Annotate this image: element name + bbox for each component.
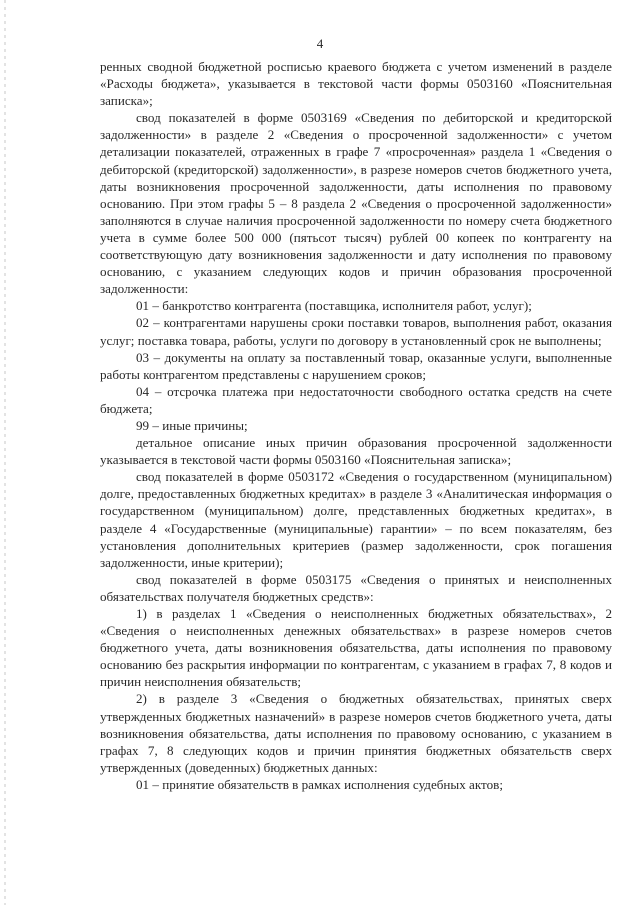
list-item: 04 – отсрочка платежа при недостаточности свободного остатка средств на счете бюджета; [100,383,612,416]
page-number: 4 [316,36,324,51]
paragraph: свод показателей в форме 0503172 «Сведения о государственном (муниципальном) долге, предоставленных бюджетных кредитах» в разделе 3 «Аналитическая информация о государственном (муниципальном) долге, представленных бюджетных кредитах», в разделе 4 «Государственные (муниципальные) гарантии» – по всем показателям, без установления дополнительных критериев (размер задолженности, срок погашения задолженности, иные критерии); [100,469,612,570]
list-item: 01 – банкротство контрагента (поставщика, исполнителя работ, услуг); [136,298,532,314]
paragraph: свод показателей в форме 0503175 «Сведения о принятых и неисполненных обязательствах получателя бюджетных средств»: [100,571,612,604]
scan-edge [4,0,6,905]
list-item: 2) в разделе 3 «Сведения о бюджетных обязательствах, принятых сверх утвержденных бюджетных назначений» в разрезе номеров счетов бюджетного учета, даты возникновения обязательства, даты исполнения по правовому основанию, с указанием в графах 7, 8 следующих кодов и причин принятия бюджетных обязательств сверх утвержденных (доведенных) бюджетных данных: [100,691,612,775]
paragraph: свод показателей в форме 0503169 «Сведения по дебиторской и кредиторской задолженности» в разделе 2 «Сведения о просроченной задолженности» с учетом детализации показателей, отраженных в графе 7 «просроченная» раздела 1 «Сведения о дебиторской (кредиторской) задолженности», в разрезе номеров счетов бюджетного учета, даты возникновения просроченной задолженности, даты исполнения по правовому основанию. При этом графы 5 – 8 раздела 2 «Сведения о просроченной задолженности» заполняются в случае наличия просроченной задолженности по номеру счета бюджетного учета в сумме более 500 000 (пятьсот тысяч) рублей 00 копеек по контрагенту на соответствующую дату возникновения задолженности и дату исполнения по правовому основанию, с указанием следующих кодов и причин образования просроченной задолженности: [100,110,612,297]
list-item: 02 – контрагентами нарушены сроки поставки товаров, выполнения работ, оказания услуг; поставка товара, работы, услуги по договору в установленный срок не выполнены; [100,315,612,348]
body-text [100,58,612,793]
list-item: 03 – документы на оплату за поставленный товар, оказанные услуги, выполненные работы контрагентом представлены с нарушением сроков; [100,349,612,382]
list-item: 01 – принятие обязательств в рамках исполнения судебных актов; [136,776,503,792]
list-item: 1) в разделах 1 «Сведения о неисполненных бюджетных обязательствах», 2 «Сведения о неисполненных денежных обязательствах» в разрезе номеров счетов бюджетного учета, даты возникновения обязательства, даты исполнения по правовому основанию без раскрытия информации по контрагентам, с указанием в графах 7, 8 кодов и причин неисполнения обязательств; [100,606,612,690]
list-item: 99 – иные причины; [136,417,248,433]
paragraph: ренных сводной бюджетной росписью краевого бюджета с учетом изменений в разделе «Расходы бюджета», указывается в текстовой части формы 0503160 «Пояснительная записка»; [100,59,612,109]
paragraph: детальное описание иных причин образования просроченной задолженности указывается в текстовой части формы 0503160 «Пояснительная записка»; [100,435,612,468]
